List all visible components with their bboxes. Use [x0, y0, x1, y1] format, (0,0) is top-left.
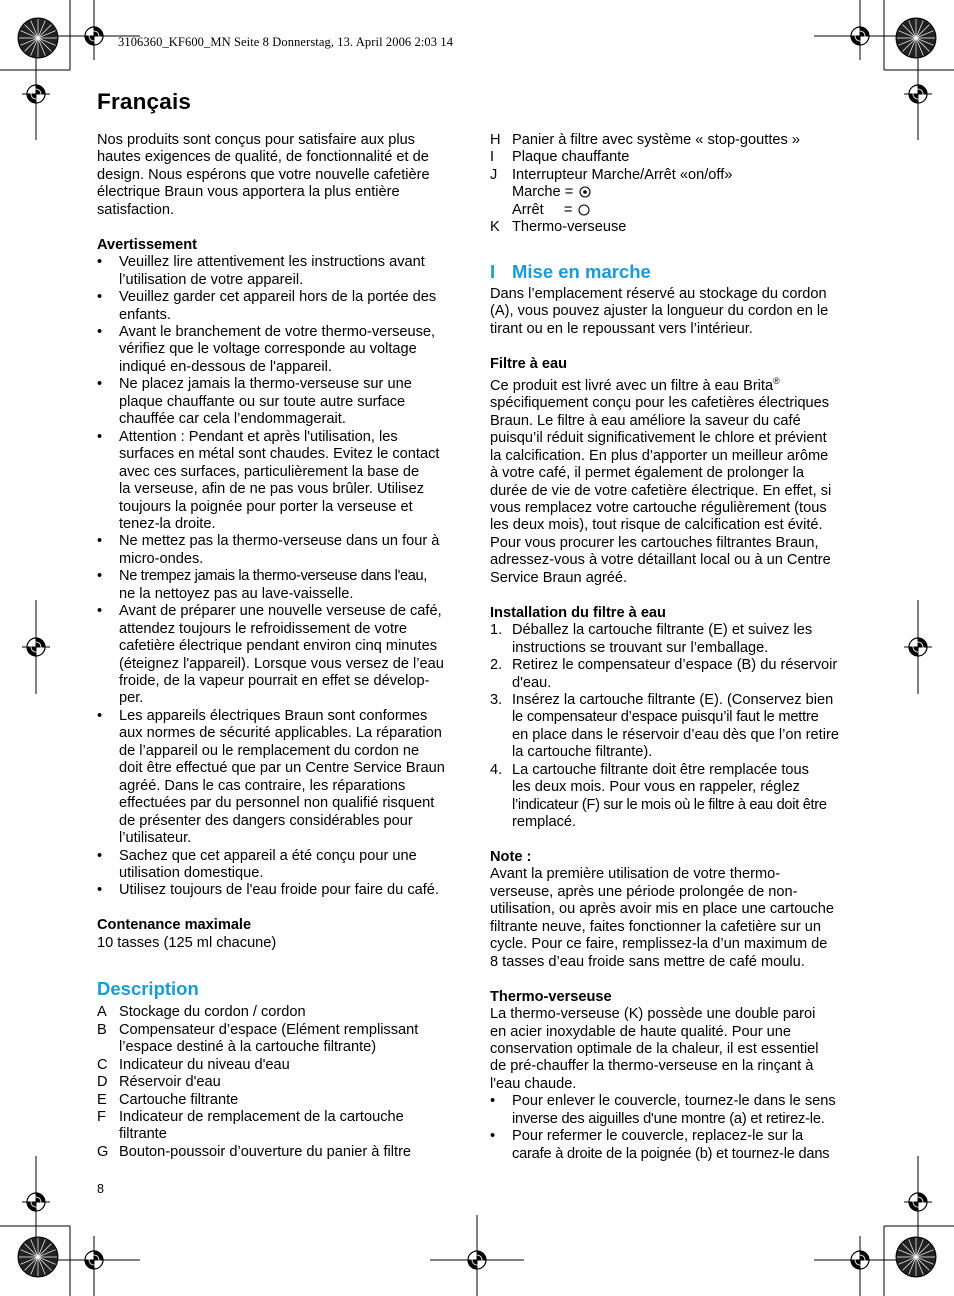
- water-filter-paragraph: Ce produit est livré avec un filtre à eau Brita® spécifiquement conçu pour les cafetières électriques Braun. Le filtre à eau améliore la saveur du café puisqu’il réduit significativement le chlore et prévient la calcification. En plus d’apporter un meilleur arôme à votre café, il permet également de prolonger la durée de vie de votre cafetière électrique. En effet, si vous remplacez votre cartouche régulièrement (tous les deux mois), tout risque de calcification est évité. Pour vous procurer les cartouches filtrantes Braun, adressez-vous à votre détaillant local ou à un Centre Service Braun agréé.: [490, 375, 832, 586]
- description-list: [97, 1004, 472, 1161]
- print-header: 3106360_KF600_MN Seite 8 Donnerstag, 13. April 2006 2:03 14: [118, 35, 454, 49]
- list-item: • Pour enlever le couvercle, tournez-le dans le sens inverse des aiguilles d'une montre (a) et retirez-le.: [490, 1093, 836, 1127]
- warning-list: [97, 254, 472, 900]
- left-column: [97, 132, 472, 1161]
- list-item: 2. Retirez le compensateur d’espace (B) du réservoir d'eau.: [490, 657, 838, 691]
- switch-on-row: Marche =: [512, 184, 865, 201]
- power-on-icon: [579, 186, 591, 198]
- list-item: 3. Insérez la cartouche filtrante (E). (Conservez bien le compensateur d’espace puisqu’il faut le mettre en place dans le réservoir d’eau dès que l’on retire la cartouche filtrante).: [490, 691, 839, 761]
- right-column: [490, 132, 865, 1163]
- switch-off-row: Arrêt =: [512, 202, 865, 219]
- list-item: C Indicateur du niveau d'eau: [97, 1056, 290, 1073]
- capacity-heading: Contenance maximale: [97, 917, 252, 934]
- note-heading: Note :: [490, 849, 532, 866]
- list-item: I Plaque chauffante: [490, 149, 630, 166]
- thermo-heading: Thermo-verseuse: [490, 988, 612, 1005]
- warning-heading: Avertissement: [97, 236, 198, 253]
- list-item: • Attention : Pendant et après l'utilisation, les surfaces en métal sont chaudes. Evitez le contact avec ces surfaces, particulièrement la base de la verseuse, afin de ne pas vous brûler. Utilisez toujours la poignée pour porter la verseuse et tenez-la droite.: [97, 428, 440, 532]
- list-item: • Les appareils électriques Braun sont conformes aux normes de sécurité applicables. La réparation de l’appareil ou le remplacement du cordon ne doit être effectué que par un Centre Service Braun agréé. Dans le cas contraire, les réparations effectuées par du personnel non qualifié risquent de présenter des dangers considérables pour l’utilisateur.: [97, 707, 445, 847]
- list-item: K Thermo-verseuse: [490, 219, 627, 236]
- setup-intro: Dans l’emplacement réservé au stockage du cordon (A), vous pouvez ajuster la longueur du cordon en le tirant ou en le repoussant vers l’intérieur.: [490, 285, 829, 337]
- list-item: • Ne placez jamais la thermo-verseuse sur une plaque chauffante ou sur toute autre surface chauffée car cela l’endommagerait.: [97, 376, 412, 428]
- list-item: H Panier à filtre avec système « stop-gouttes »: [490, 132, 800, 148]
- list-item: • Avant de préparer une nouvelle verseuse de café, attendez toujours le refroidissement de votre cafetière électrique pendant environ cinq minutes (éteignez l'appareil). Lorsque vous versez de l’eau froide, de la vapeur pourrait en effet se dévelop- per.: [97, 603, 444, 707]
- thermo-paragraph: La thermo-verseuse (K) possède une double paroi en acier inoxydable de haute qualité. Pour une conservation optimale de la chaleur, il est essentiel de pré-chauffer la thermo-verseuse en la rinçant à l'eau chaude.: [490, 1006, 819, 1092]
- list-item: B Compensateur d’espace (Elément remplissant l’espace destiné à la cartouche filtrante): [97, 1021, 419, 1056]
- list-item: A Stockage du cordon / cordon: [97, 1004, 306, 1021]
- list-item: • Pour refermer le couvercle, replacez-le sur la carafe à droite de la poignée (b) et tournez-le dans: [490, 1128, 830, 1162]
- list-item: • Veuillez garder cet appareil hors de la portée des enfants.: [97, 289, 437, 323]
- note-paragraph: Avant la première utilisation de votre thermo- verseuse, après une période prolongée de non- utilisation, ou après avoir mis en place une cartouche filtrante neuve, faites fonctionner la cafetière sur un cycle. Pour ce faire, remplissez-la d’un maximum de 8 tasses d’eau froide sans mettre de café moulu.: [490, 866, 834, 970]
- intro-paragraph: Nos produits sont conçus pour satisfaire aux plus hautes exigences de qualité, de fonctionnalité et de design. Nous espérons que votre nouvelle cafetière électrique Braun vous apportera la plus entière satisfaction.: [97, 132, 430, 218]
- list-item: • Utilisez toujours de l'eau froide pour faire du café.: [97, 882, 439, 899]
- list-item: • Ne mettez pas la thermo-verseuse dans un four à micro-ondes.: [97, 533, 440, 567]
- list-item: • Avant le branchement de votre thermo-verseuse, vérifiez que le voltage corresponde au voltage indiqué en-dessous de l'appareil.: [97, 323, 436, 375]
- section-heading-setup: I Mise en marche: [490, 260, 651, 282]
- install-heading: Installation du filtre à eau: [490, 604, 666, 621]
- thermo-bullets: [490, 1093, 865, 1163]
- list-item: • Veuillez lire attentivement les instructions avant l’utilisation de votre appareil.: [97, 254, 425, 288]
- list-item: F Indicateur de remplacement de la cartouche filtrante: [97, 1108, 404, 1143]
- capacity-text: 10 tasses (125 ml chacune): [97, 934, 277, 951]
- list-item: D Réservoir d'eau: [97, 1074, 221, 1091]
- power-off-icon: [578, 204, 590, 216]
- description-list-continued: [490, 132, 865, 237]
- list-item: J Interrupteur Marche/Arrêt «on/off» Marche = Arrêt =: [490, 167, 865, 219]
- page-number: 8: [97, 1182, 104, 1196]
- page-title: Français: [97, 89, 192, 114]
- list-item: E Cartouche filtrante: [97, 1091, 239, 1108]
- list-item: • Ne trempez jamais la thermo-verseuse dans l'eau, ne la nettoyez pas au lave-vaisselle.: [97, 568, 428, 602]
- list-item: G Bouton-poussoir d’ouverture du panier à filtre: [97, 1143, 412, 1160]
- install-steps: [490, 622, 865, 831]
- water-filter-heading: Filtre à eau: [490, 355, 568, 372]
- list-item: • Sachez que cet appareil a été conçu pour une utilisation domestique.: [97, 847, 417, 882]
- list-item: 1. Déballez la cartouche filtrante (E) et suivez les instructions se trouvant sur l’emballage.: [490, 622, 813, 656]
- list-item: 4. La cartouche filtrante doit être remplacée tous les deux mois. Pour vous en rappeler, réglez l’indicateur (F) sur le mois où le filtre à eau doit être remplacé.: [490, 761, 827, 831]
- description-heading: Description: [97, 978, 199, 1000]
